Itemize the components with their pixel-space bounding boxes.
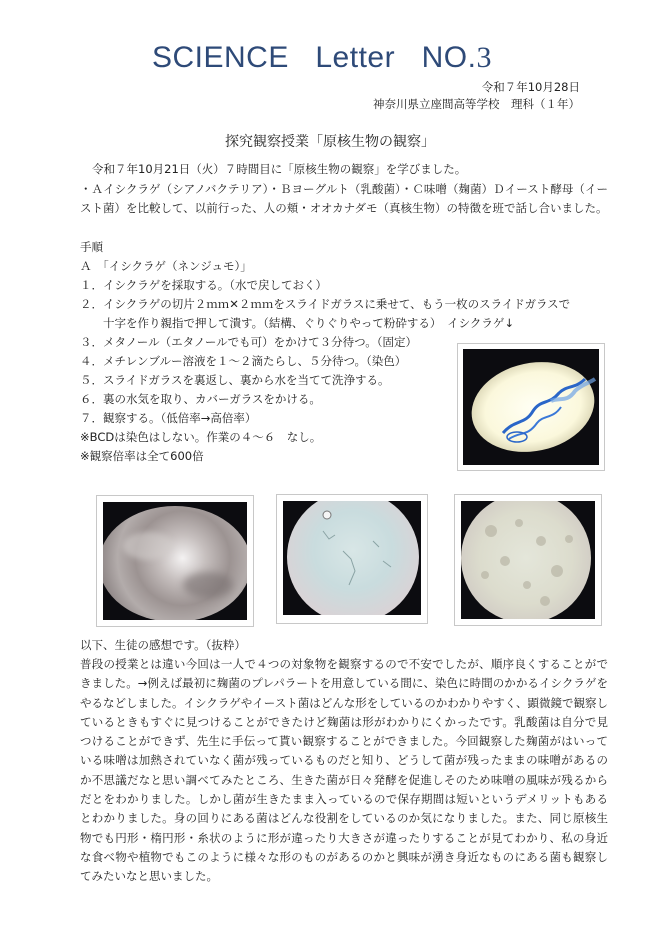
procedure-step: ４．メチレンブルー溶液を１～２滴たらし、５分待つ。（染色） — [80, 354, 407, 368]
issue-number: 3 — [476, 41, 492, 74]
article-heading: 探究観察授業「原核生物の観察」 — [225, 134, 435, 150]
procedure-step: ３．メタノール（エタノールでも可）をかけて３分待つ。（固定） — [80, 335, 417, 349]
procedure-step: ７．観察する。（低倍率→高倍率） — [80, 411, 257, 425]
procedure-section: Ａ 「イシクラゲ（ネンジュモ）」 — [80, 259, 252, 273]
intro-line: 令和７年10月21日（火）７時間目に「原核生物の観察」を学びました。 — [92, 162, 467, 176]
impressions-text: 普段の授業とは違い今回は一人で４つの対象物を観察するので不安でしたが、順序良くすることができました。→例えば最初に麹菌のプレパラートを用意している間に、染色に時間のかかるイシクラゲをやるなどしました。イシクラゲやイースト菌はどんな形をしているのかわかりやすく、顕微鏡で観察しているときもすぐに見つけることができたけど麹菌は形がわかりにくかったです。乳酸菌は自分で見つけることができず、先生に手伝って貰い観察することができました。今回観察した麹菌がはいっている味噌は加熱されていなく菌が残っているものだと知り、どうして菌が残ったままの味噌があるのか不思議だなと思い調べてみたところ、生きた菌が日々発酵を促進しそのため味噌の風味が残るからだとをわかりました。しかし菌が生きたまま入っているので保存期間は短いというデメリットもあるとわかりました。身の回りにある菌はどんな役割をしているのか気になりました。また、同じ原核生物でも円形・楕円形・糸状のように形が違ったり大きさが違ったりすることが見てわかり、私の身近な食べ物や植物でもこのように様々な形のものがあるのかと興味が湧き身近なものにある菌も観察してみたいなと思いました。 — [80, 657, 608, 884]
title-letter: Letter — [315, 41, 396, 74]
procedure-note: ※BCDは染色はしない。作業の４～６ なし。 — [80, 430, 322, 444]
photo-sample-4 — [454, 494, 602, 626]
microscope-image — [461, 501, 595, 619]
title-science: SCIENCE — [152, 41, 289, 74]
microscope-image — [283, 501, 421, 615]
procedure-step: 十字を作り親指で押して潰す。（結構、ぐりぐりやって粉砕する） イシクラゲ↓ — [80, 316, 514, 330]
microscope-image — [103, 502, 247, 620]
photo-sample-2 — [96, 495, 254, 627]
photo-ishikurage — [457, 343, 605, 471]
impressions-label: 以下、生徒の感想です。（抜粋） — [80, 638, 246, 652]
procedure-step: ５．スライドガラスを裏返し、裏から水を当てて洗浄する。 — [80, 373, 390, 387]
title-no: NO. — [421, 41, 477, 74]
procedure-step: ６．裏の水気を取り、カバーガラスをかける。 — [80, 392, 321, 406]
intro-paragraph: ・Ａイシクラゲ（シアノバクテリア）・Ｂヨーグルト（乳酸菌）・Ｃ味噌（麹菌）Ｄイースト酵母（イースト菌）を比較して、以前行った、人の頬・オオカナダモ（真核生物）の特徴を班で話し合いました。 — [80, 182, 608, 216]
procedure-step: ２．イシクラゲの切片２ｍｍ✕２ｍｍをスライドガラスに乗せて、もう一枚のスライドガラスで — [80, 297, 571, 311]
newsletter-title — [152, 40, 492, 76]
procedure-note: ※観察倍率は全て600倍 — [80, 449, 204, 463]
school-name: 神奈川県立座間高等学校 理科（１年） — [373, 97, 580, 111]
issue-date: 令和７年10月28日 — [481, 80, 580, 94]
procedure-label: 手順 — [80, 240, 103, 254]
microscope-image — [463, 349, 599, 465]
photo-sample-3 — [276, 494, 428, 624]
procedure-step: １．イシクラゲを採取する。（水で戻しておく） — [80, 278, 328, 292]
